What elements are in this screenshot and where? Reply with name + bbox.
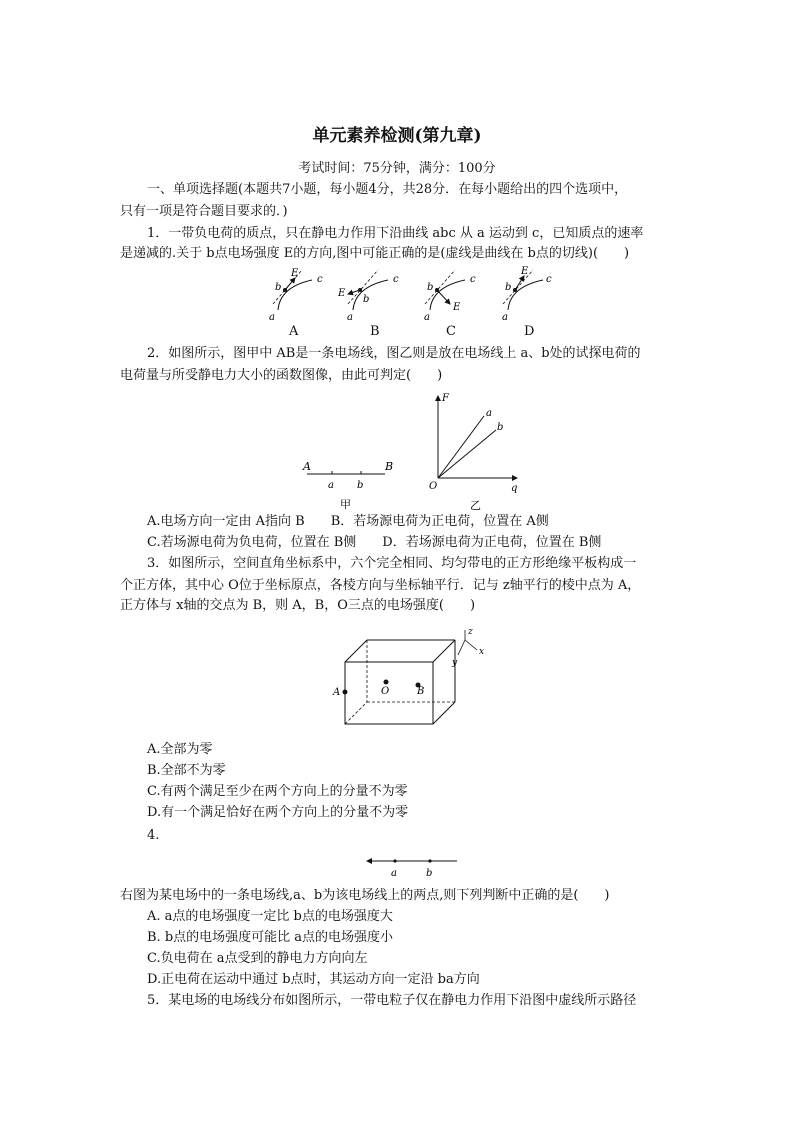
q1-diagram-c — [424, 270, 476, 323]
q2-left-label-A: A — [303, 460, 311, 473]
q1b-label-E: E — [338, 288, 346, 299]
q3-option-b: B.全部不为零 — [147, 763, 226, 778]
page-title: 单元素养检测(第九章) — [312, 126, 482, 146]
q3-axis-y: y — [452, 658, 458, 668]
exam-info: 考试时间：75分钟，满分：100分 — [298, 161, 496, 176]
q4-stem: 右图为某电场中的一条电场线,a、b为该电场线上的两点,则下列判断中正确的是( ) — [120, 888, 610, 903]
q1c-label-E: E — [453, 302, 461, 313]
q3-label-O: O — [381, 686, 390, 697]
q1-diagram-a — [269, 268, 323, 323]
q3-stem-line3: 正方体与 x轴的交点为 B，则 A，B，O三点的电场强度( ) — [120, 598, 476, 613]
q1-option-label-a: A — [289, 324, 299, 339]
q3-option-d: D.有一个满足恰好在两个方向上的分量不为零 — [147, 805, 409, 820]
q2-right-caption: 乙 — [470, 499, 481, 512]
q1-diagram-d — [502, 266, 552, 323]
q1-stem-line1: 1．一带负电荷的质点，只在静电力作用下沿曲线 abc 从 a 运动到 c，已知质点的速率 — [147, 226, 644, 241]
q1d-label-b: b — [505, 282, 512, 293]
q1a-label-b: b — [275, 282, 282, 293]
q2-left-caption: 甲 — [340, 498, 351, 511]
q2-fig-right — [429, 393, 517, 512]
q4-option-a: A. a点的电场强度一定比 b点的电场强度大 — [147, 909, 393, 924]
q4-number: 4. — [147, 828, 160, 843]
q2-options-line1: A.电场方向一定由 A指向 B B．若场源电荷为正电荷，位置在 A侧 — [147, 514, 549, 529]
q1-diagram-b — [337, 270, 399, 323]
q2-left-label-B: B — [385, 460, 394, 473]
q1b-label-c: c — [393, 274, 399, 285]
q1-option-label-d: D — [524, 324, 535, 339]
section-intro-line2: 只有一项是符合题目要求的．) — [120, 204, 288, 219]
q4-option-c: C.负电荷在 a点受到的静电力方向向左 — [147, 951, 368, 966]
q2-right-label-q: q — [511, 483, 518, 494]
q1c-label-a: a — [424, 312, 430, 323]
q1b-label-b: b — [363, 294, 370, 305]
q2-left-label-b: b — [357, 480, 364, 491]
q2-right-label-a: a — [486, 408, 492, 419]
q1c-label-c: c — [470, 274, 476, 285]
q3-cube-figure — [325, 622, 495, 737]
q2-options-line2: C.若场源电荷为负电荷，位置在 B侧 D．若场源电荷为正电荷，位置在 B侧 — [147, 535, 602, 550]
q1a-label-E: E — [291, 268, 299, 279]
q1d-label-a: a — [502, 312, 508, 323]
q3-label-B: B — [417, 686, 425, 697]
q1-stem-line2: 是递减的.关于 b点电场强度 E的方向,图中可能正确的是(虚线是曲线在 b点的切线)( ) — [120, 246, 630, 261]
q3-label-A: A — [333, 687, 341, 698]
q4-option-b: B. b点的电场强度可能比 a点的电场强度小 — [147, 930, 394, 945]
q3-option-a: A.全部为零 — [147, 742, 213, 757]
q2-figure — [295, 388, 535, 518]
q1a-label-c: c — [317, 274, 323, 285]
q3-axis-x: x — [479, 647, 485, 657]
q3-axis-z: z — [468, 627, 473, 637]
q1a-label-a: a — [269, 312, 275, 323]
q4-label-b: b — [426, 868, 433, 879]
q2-fig-left — [302, 460, 393, 511]
section-intro-line1: 一、单项选择题(本题共7小题，每小题4分，共28分．在每小题给出的四个选项中， — [147, 182, 628, 197]
q1d-label-c: c — [546, 274, 552, 285]
q1-option-label-c: C — [446, 324, 456, 339]
q2-left-label-a: a — [328, 480, 334, 491]
q2-right-label-b: b — [497, 422, 504, 433]
q1c-label-b: b — [427, 282, 434, 293]
q2-right-label-O: O — [429, 481, 438, 492]
q1-option-label-b: B — [370, 324, 380, 339]
q4-label-a: a — [391, 868, 397, 879]
q5-stem-line1: 5．某电场的电场线分布如图所示，一带电粒子仅在静电力作用下沿图中虚线所示路径 — [147, 993, 637, 1008]
q3-option-c: C.有两个满足至少在两个方向上的分量不为零 — [147, 784, 408, 799]
q4-option-d: D.正电荷在运动中通过 b点时，其运动方向一定沿 ba方向 — [147, 972, 480, 987]
q1d-label-E: E — [521, 266, 529, 277]
q2-stem-line1: 2．如图所示，图甲中 AB是一条电场线，图乙则是放在电场线上 a、b处的试探电荷的 — [147, 346, 641, 361]
q2-stem-line2: 电荷量与所受静电力大小的函数图像，由此可判定( ) — [120, 368, 443, 383]
q2-right-label-F: F — [442, 393, 449, 404]
q3-stem-line1: 3．如图所示，空间直角坐标系中，六个完全相同、均匀带电的正方形绝缘平板构成一 — [147, 556, 637, 571]
q3-stem-line2: 个正方体，其中心 O位于坐标原点，各棱方向与坐标轴平行．记与 z轴平行的棱中点为 A， — [120, 578, 641, 593]
q1-figure — [260, 262, 550, 342]
q1b-label-a: a — [347, 312, 353, 323]
q4-figure — [360, 850, 465, 880]
